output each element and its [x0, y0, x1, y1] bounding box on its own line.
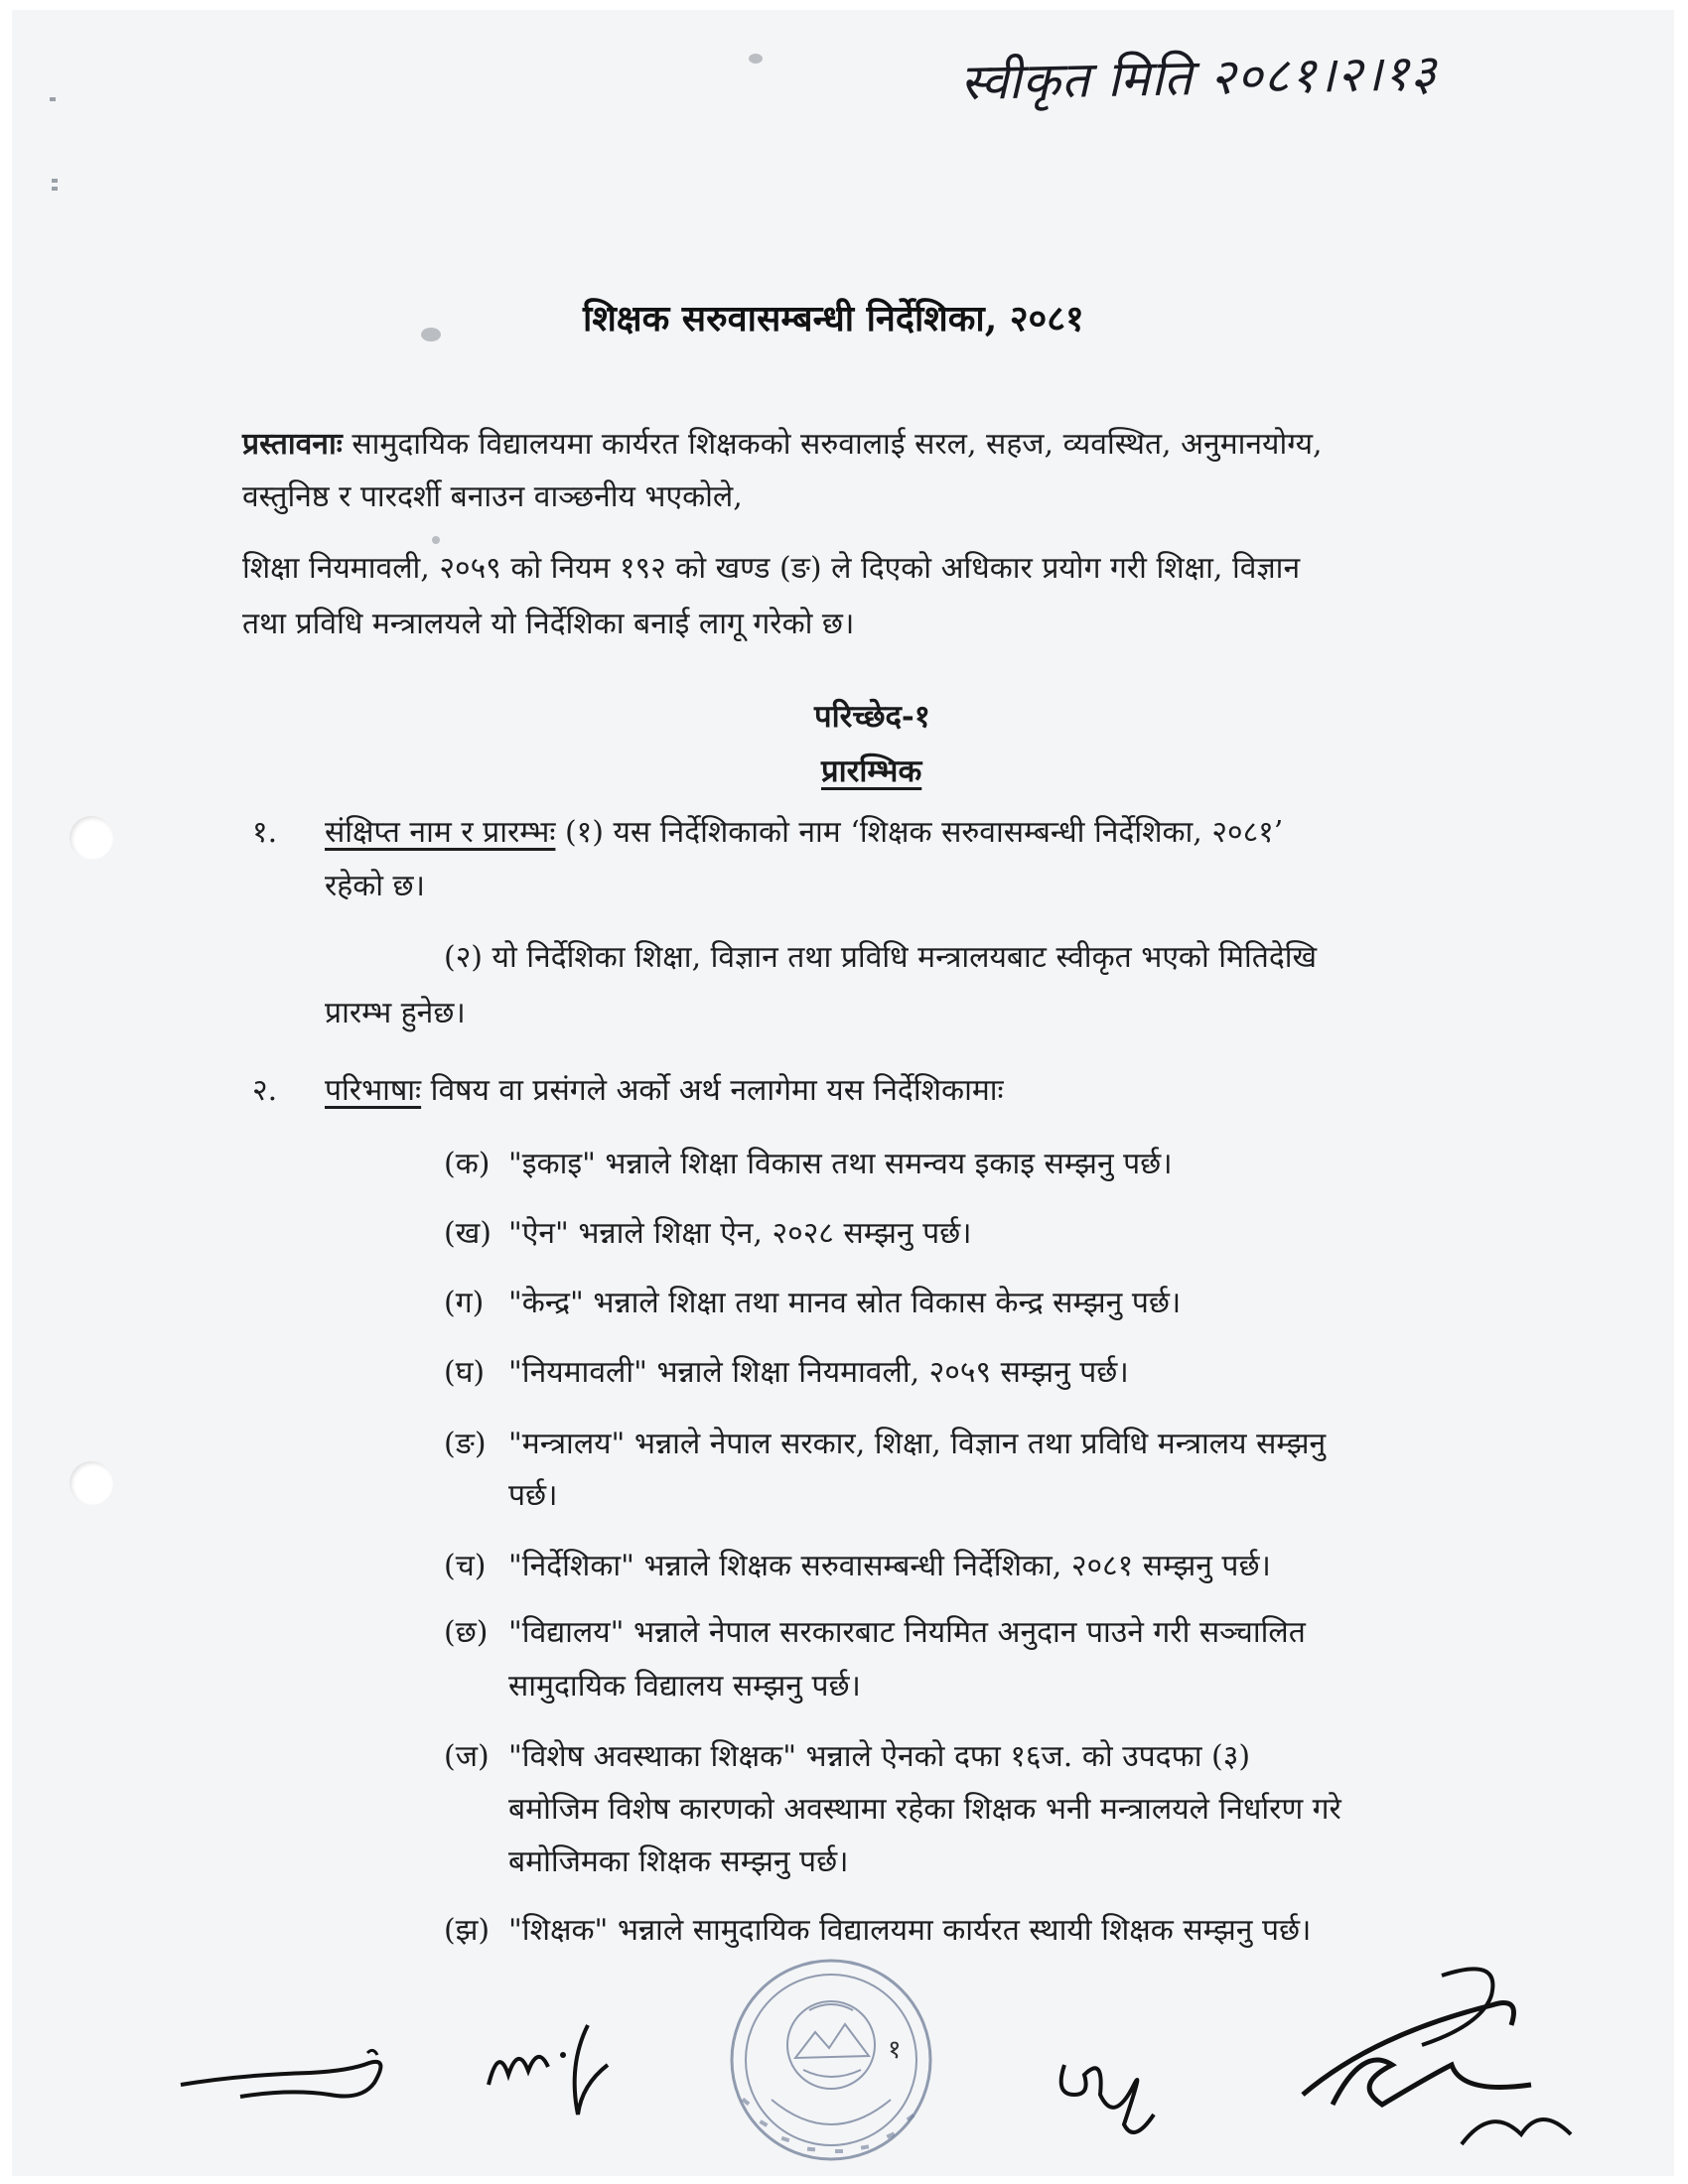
definition-marker: (ङ) [444, 1427, 487, 1461]
margin-mark [52, 187, 58, 191]
page-title: शिक्षक सरुवासम्बन्धी निर्देशिका, २०८१ [583, 298, 1084, 340]
scan-speck [749, 54, 763, 64]
definition-text: "विद्यालय" भन्नाले नेपाल सरकारबाट नियमित अनुदान पाउने गरी सञ्चालित [508, 1615, 1306, 1650]
definition-text: बमोजिमका शिक्षक सम्झनु पर्छ। [508, 1844, 849, 1879]
section-1-sub-2-line-1: (२) यो निर्देशिका शिक्षा, विज्ञान तथा प्रविधि मन्त्रालयबाट स्वीकृत भएको मितिदेखि [444, 940, 1318, 975]
preamble-line-3: शिक्षा नियमावली, २०५९ को नियम १९२ को खण्ड (ङ) ले दिएको अधिकार प्रयोग गरी शिक्षा, विज्ञान [242, 551, 1301, 586]
ministry-seal [712, 1951, 1000, 2176]
definition-marker: (घ) [444, 1355, 486, 1390]
preamble-line-2: वस्तुनिष्ठ र पारदर्शी बनाउन वाञ्छनीय भएकोले, [242, 479, 743, 514]
section-1-number: १. [252, 815, 278, 850]
definition-marker: (ख) [444, 1216, 492, 1251]
definition-marker: (झ) [444, 1913, 491, 1948]
page-number: १ [888, 2035, 902, 2065]
definition-marker: (ज) [444, 1739, 490, 1774]
section-1-line-2: रहेको छ। [325, 869, 425, 903]
definition-marker: (छ) [444, 1615, 489, 1650]
signature-4 [1293, 1956, 1591, 2164]
punch-hole [70, 1461, 113, 1505]
margin-mark [50, 97, 56, 101]
section-2-number: २. [252, 1073, 278, 1108]
section-1-sub-2-line-2: प्रारम्भ हुनेछ। [325, 996, 466, 1030]
definition-text: "केन्द्र" भन्नाले शिक्षा तथा मानव स्रोत विकास केन्द्र सम्झनु पर्छ। [508, 1286, 1182, 1320]
section-1-line-1 [325, 810, 1283, 851]
definition-text: "शिक्षक" भन्नाले सामुदायिक विद्यालयमा कार्यरत स्थायी शिक्षक सम्झनु पर्छ। [508, 1913, 1312, 1948]
signature-2 [479, 2005, 637, 2124]
definition-text: "मन्त्रालय" भन्नाले नेपाल सरकार, शिक्षा, विज्ञान तथा प्रविधि मन्त्रालय सम्झनु [508, 1427, 1327, 1461]
document-page [12, 10, 1674, 2176]
signature-3 [1045, 2025, 1194, 2164]
definition-marker: (ग) [444, 1286, 485, 1320]
approval-date-handwritten: स्वीकृत मिति २०८१।२।१३ [959, 43, 1438, 112]
definition-text: "निर्देशिका" भन्नाले शिक्षक सरुवासम्बन्धी निर्देशिका, २०८१ सम्झनु पर्छ। [508, 1549, 1271, 1583]
punch-hole [70, 816, 113, 860]
definition-marker: (क) [444, 1147, 491, 1181]
preamble-line-1 [242, 422, 1323, 463]
scan-speck [432, 536, 440, 544]
definition-text: बमोजिम विशेष कारणको अवस्थामा रहेका शिक्षक भनी मन्त्रालयले निर्धारण गरे [508, 1792, 1341, 1827]
section-1-heading: संक्षिप्त नाम र प्रारम्भः [325, 815, 556, 850]
preamble-label: प्रस्तावनाः [242, 427, 343, 462]
section-1-text: (१) यस निर्देशिकाको नाम ‘शिक्षक सरुवासम्बन्धी निर्देशिका, २०८१’ [564, 815, 1284, 850]
preamble-line-4: तथा प्रविधि मन्त्रालयले यो निर्देशिका बनाई लागू गरेको छ। [242, 607, 855, 641]
scan-speck [421, 328, 441, 341]
chapter-name: प्रारम्भिक [821, 753, 922, 789]
signature-1 [171, 2035, 439, 2115]
section-2-heading: परिभाषाः [325, 1073, 422, 1108]
definition-text: सामुदायिक विद्यालय सम्झनु पर्छ। [508, 1669, 861, 1704]
definition-marker: (च) [444, 1549, 487, 1583]
section-2-line [325, 1068, 1004, 1109]
preamble-text: सामुदायिक विद्यालयमा कार्यरत शिक्षकको सरुवालाई सरल, सहज, व्यवस्थित, अनुमानयोग्य, [352, 427, 1323, 462]
chapter-label: परिच्छेद-१ [814, 699, 930, 735]
margin-mark [52, 179, 58, 183]
section-2-intro: विषय वा प्रसंगले अर्को अर्थ नलागेमा यस निर्देशिकामाः [430, 1073, 1004, 1108]
definition-text: "विशेष अवस्थाका शिक्षक" भन्नाले ऐनको दफा १६ज. को उपदफा (३) [508, 1739, 1251, 1774]
definition-text: पर्छ। [508, 1478, 558, 1513]
definition-text: "ऐन" भन्नाले शिक्षा ऐन, २०२८ सम्झनु पर्छ। [508, 1216, 972, 1251]
definition-text: "नियमावली" भन्नाले शिक्षा नियमावली, २०५९ सम्झनु पर्छ। [508, 1355, 1129, 1390]
definition-text: "इकाइ" भन्नाले शिक्षा विकास तथा समन्वय इकाइ सम्झनु पर्छ। [508, 1147, 1173, 1181]
